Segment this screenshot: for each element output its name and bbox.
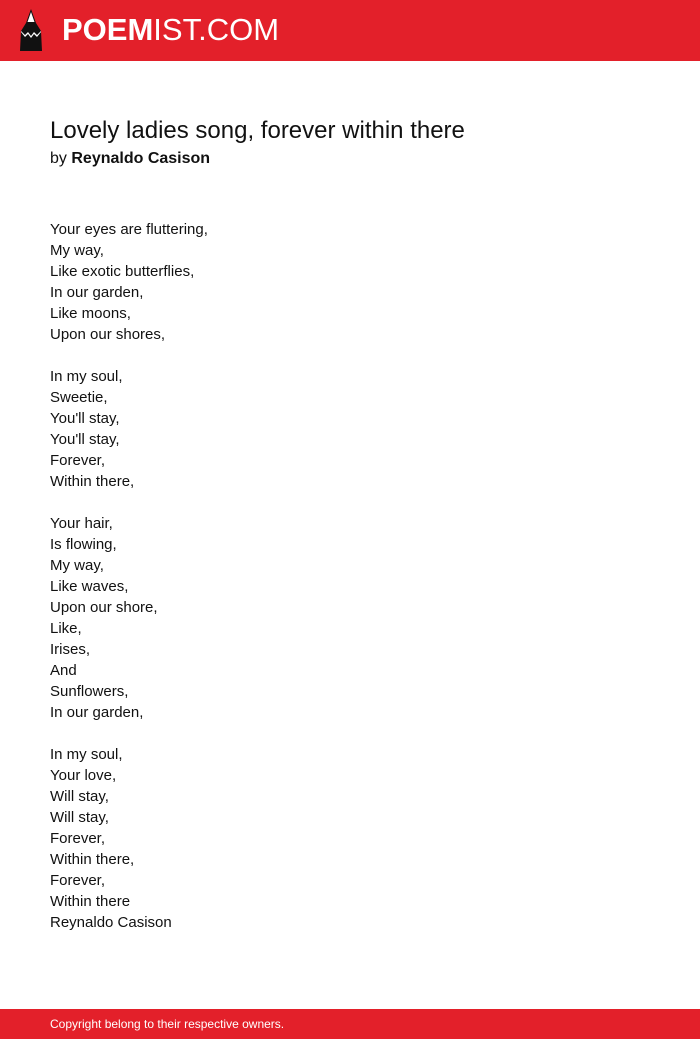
by-label: by xyxy=(50,150,67,167)
poem-line: Within there, xyxy=(50,473,135,490)
poem-line: Your hair, xyxy=(50,515,113,532)
poem-line: You'll stay, xyxy=(50,431,120,448)
author-name: Reynaldo Casison xyxy=(71,150,211,167)
poem-title: Lovely ladies song, forever within there xyxy=(50,117,465,144)
stanza xyxy=(50,366,650,492)
poem-line: Like exotic butterflies, xyxy=(50,263,195,280)
poem-line: Like waves, xyxy=(50,578,129,595)
poem-line: Sunflowers, xyxy=(50,683,129,700)
poem-line: In our garden, xyxy=(50,704,144,721)
site-header xyxy=(0,0,700,61)
poem-line: My way, xyxy=(50,242,104,259)
poem-line: Irises, xyxy=(50,641,91,658)
poem-line: You'll stay, xyxy=(50,410,120,427)
byline xyxy=(50,149,210,169)
poem-line: In my soul, xyxy=(50,746,123,763)
poem-body xyxy=(50,219,650,954)
poem-line: Your eyes are fluttering, xyxy=(50,221,208,238)
poem-line: Forever, xyxy=(50,830,106,847)
logo-light-text: IST.COM xyxy=(153,12,280,47)
copyright-text: Copyright belong to their respective owners. xyxy=(50,1017,285,1031)
pen-nib-icon[interactable] xyxy=(17,9,45,53)
poem-line: And xyxy=(50,662,77,679)
stanza xyxy=(50,219,650,345)
poem-line: Your love, xyxy=(50,767,117,784)
poem-line: Forever, xyxy=(50,872,106,889)
logo-bold-text: POEM xyxy=(62,12,154,47)
stanza xyxy=(50,513,650,723)
poem-line: Will stay, xyxy=(50,809,109,826)
poem-line: Will stay, xyxy=(50,788,109,805)
poem-line: In our garden, xyxy=(50,284,144,301)
poem-line: Within there xyxy=(50,893,131,910)
poem-line: Within there, xyxy=(50,851,135,868)
site-logo[interactable] xyxy=(62,13,279,47)
poem-line: Like moons, xyxy=(50,305,131,322)
poem-line: Reynaldo Casison xyxy=(50,914,172,931)
stanza xyxy=(50,744,650,933)
poem-line: Like, xyxy=(50,620,82,637)
poem-line: Upon our shores, xyxy=(50,326,166,343)
poem-line: Sweetie, xyxy=(50,389,108,406)
site-footer xyxy=(0,1009,700,1039)
poem-line: Is flowing, xyxy=(50,536,117,553)
poem-line: My way, xyxy=(50,557,104,574)
poem-line: In my soul, xyxy=(50,368,123,385)
poem-line: Upon our shore, xyxy=(50,599,158,616)
poem-line: Forever, xyxy=(50,452,106,469)
